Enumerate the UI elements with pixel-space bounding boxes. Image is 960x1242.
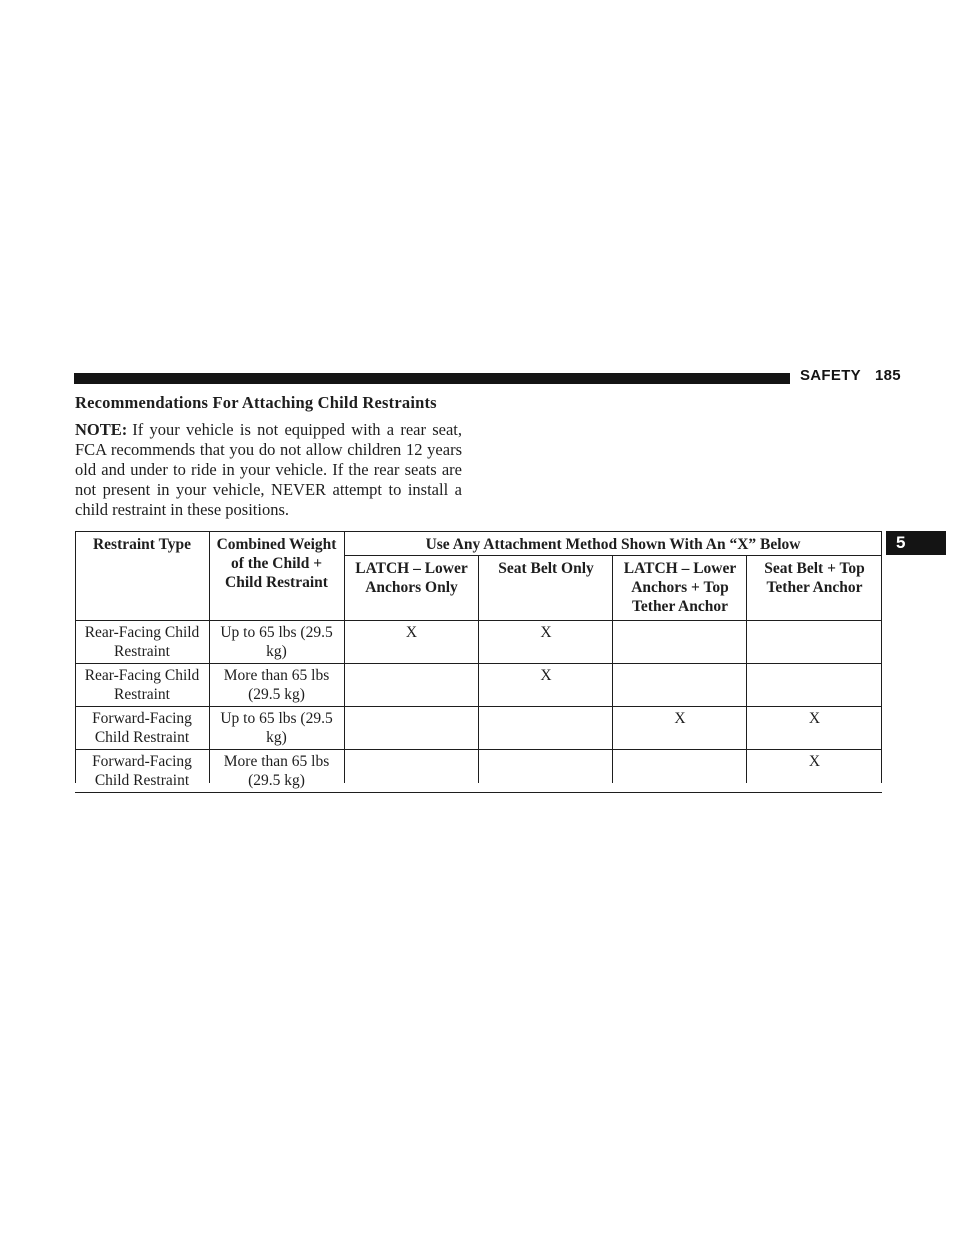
table-right-border — [881, 531, 882, 783]
table-col-divider — [612, 555, 613, 783]
table-top-rule — [75, 531, 882, 532]
cell-restraint-type: Rear-Facing Child Restraint — [84, 624, 200, 660]
cell-mark — [479, 750, 613, 793]
header-method-latch-lower: LATCH – Lower Anchors Only — [355, 560, 468, 596]
cell-restraint-type: Forward-Facing Child Restraint — [92, 753, 192, 789]
table-col-divider — [746, 555, 747, 783]
header-method-belt-tether: Seat Belt + Top Tether Anchor — [764, 560, 865, 596]
cell-mark: X — [674, 710, 686, 727]
cell-mark: X — [405, 624, 418, 641]
cell-mark: X — [540, 624, 552, 641]
cell-weight: More than 65 lbs (29.5 kg) — [223, 667, 330, 703]
table-col-divider — [478, 555, 479, 783]
cell-restraint-type: Forward-Facing Child Restraint — [92, 710, 192, 746]
header-rule — [74, 373, 790, 384]
cell-mark — [613, 621, 747, 664]
table-col-divider — [209, 531, 210, 783]
header-method-seat-belt: Seat Belt Only — [498, 560, 594, 577]
cell-mark — [747, 621, 882, 664]
cell-mark — [344, 707, 479, 750]
cell-weight: More than 65 lbs (29.5 kg) — [223, 753, 330, 789]
cell-mark: X — [808, 710, 821, 727]
cell-restraint-type: Rear-Facing Child Restraint — [84, 667, 200, 703]
header-method-latch-tether: LATCH – Lower Anchors + Top Tether Anchor — [623, 560, 737, 615]
page-number: 185 — [874, 367, 901, 384]
running-header — [800, 367, 901, 384]
header-combined-weight: Combined Weight of the Child + Child Restraint — [216, 536, 337, 591]
section-title: Recommendations For Attaching Child Restraints — [75, 393, 437, 412]
cell-mark — [344, 750, 479, 793]
table-group-rule — [344, 555, 882, 556]
cell-mark — [613, 664, 747, 707]
table-col-divider — [344, 531, 345, 783]
note-label: NOTE: — [75, 420, 128, 439]
cell-weight: Up to 65 lbs (29.5 kg) — [220, 624, 333, 660]
cell-mark — [344, 664, 479, 707]
cell-mark — [613, 750, 747, 793]
chapter-tab[interactable]: 5 — [886, 531, 946, 555]
table-left-border — [75, 531, 76, 783]
cell-mark — [479, 707, 613, 750]
header-attachment-method: Use Any Attachment Method Shown With An “X” Below — [425, 536, 801, 553]
cell-mark: X — [808, 753, 821, 770]
note-paragraph — [75, 420, 462, 520]
note-text: If your vehicle is not equipped with a rear seat, FCA recommends that you do not allow children 12 years old and under to ride in your vehicle. If the rear seats are not present in your vehicle, NEVER attempt to install a child restraint in these positions. — [75, 420, 462, 519]
cell-weight: Up to 65 lbs (29.5 kg) — [220, 710, 333, 746]
header-section: SAFETY — [800, 367, 861, 384]
header-restraint-type: Restraint Type — [92, 536, 192, 553]
cell-mark: X — [540, 667, 552, 684]
cell-mark — [747, 664, 882, 707]
